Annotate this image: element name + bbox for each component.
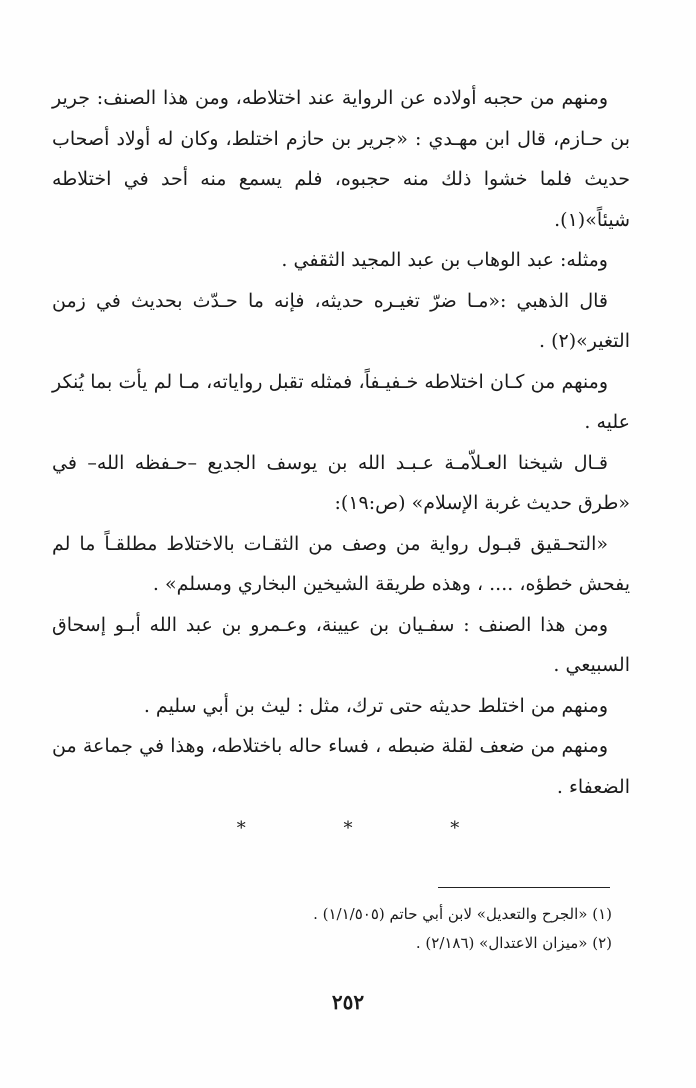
section-separator	[0, 818, 696, 839]
paragraph-8: ومنهم من اختلط حديثه حتى ترك، مثل : ليث بن أبي سليم .	[143, 694, 608, 717]
footnotes	[52, 900, 612, 958]
separator-star: *	[450, 818, 460, 839]
page-number: ٢٥٢	[331, 990, 365, 1014]
paragraph-5: قـال شيخنا العـلاّمـة عـبـد الله بن يوسف الجديع –حـفظه الله– في «طرق حديث غربة الإسلام» (ص:١٩):	[52, 451, 630, 514]
paragraph-2: ومثله: عبد الوهاب بن عبد المجيد الثقفي .	[281, 249, 608, 271]
paragraph-7: ومن هذا الصنف : سفـيان بن عيينة، وعـمرو بن عبد الله أبـو إسحاق السبيعي .	[52, 613, 630, 676]
footnote-divider	[438, 887, 610, 888]
footnote-2: (٢) «ميزان الاعتدال» (٢/١٨٦) .	[415, 934, 612, 952]
paragraph-4: ومنهم من كـان اختلاطه خـفيـفاً، فمثله تقبل رواياته، مـا لم يأت بما يُنكر عليه .	[52, 370, 630, 433]
paragraph-3: قال الذهبي :«مـا ضرّ تغيـره حديثه، فإنه ما حـدّث بحديث في زمن التغير»(٢) .	[52, 289, 630, 352]
separator-star: *	[236, 818, 246, 839]
main-text	[52, 78, 630, 807]
paragraph-1: ومنهم من حجبه أولاده عن الرواية عند اختلاطه، ومن هذا الصنف: جرير بن حـازم، قال ابن مهـدي : «جرير بن حازم اختلط، وكان له أولاد أصحاب حديث فلما خشوا ذلك منه حجبوه، فلم يسمع منه أحد في اختلاطه شيئاً»(١).	[52, 87, 630, 231]
separator-star: *	[343, 818, 353, 839]
footnote-1: (١) «الجرح والتعديل» لابن أبي حاتم (١/١/٥٠٥) .	[313, 905, 612, 923]
paragraph-9: ومنهم من ضعف لقلة ضبطه ، فساء حاله باختلاطه، وهذا في جماعة من الضعفاء .	[52, 735, 630, 798]
quote-paragraph: «التحـقيق قبـول رواية من وصف من الثقـات بالاختلاط مطلقـاً ما لم يفحش خطؤه، .... ، وهذه طريقة الشيخين البخاري ومسلم» .	[52, 532, 630, 595]
